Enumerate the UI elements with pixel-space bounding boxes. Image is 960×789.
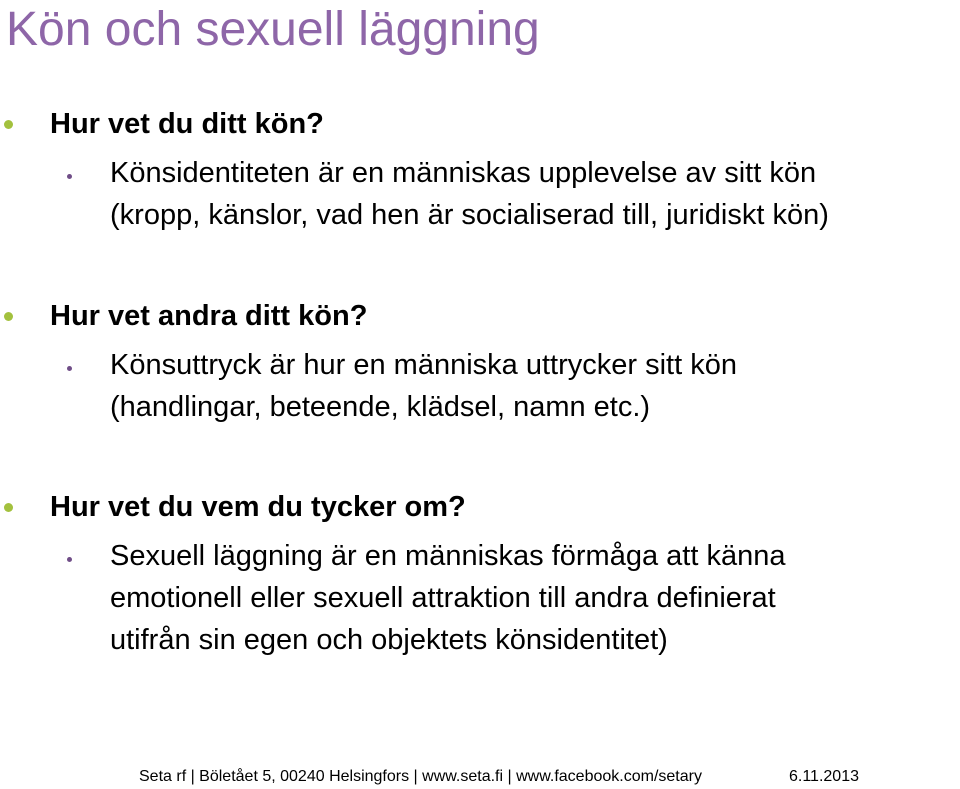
slide-title: Kön och sexuell läggning <box>6 3 540 56</box>
footer-date: 6.11.2013 <box>789 768 859 785</box>
bullet-dot-icon <box>4 312 13 321</box>
footer-text: Seta rf | Böletået 5, 00240 Helsingfors | www.seta.fi | www.facebook.com/setary <box>139 768 702 785</box>
body-line: emotionell eller sexuell attraktion till andra definierat <box>110 582 776 614</box>
body-line: (kropp, känslor, vad hen är socialiserad till, juridiskt kön) <box>110 199 829 231</box>
sub-bullet-dot-icon <box>67 557 72 562</box>
body-line: Könsuttryck är hur en människa uttrycker sitt kön <box>110 349 737 381</box>
section-heading: Hur vet du vem du tycker om? <box>50 491 466 523</box>
body-line: utifrån sin egen och objektets könsidentitet) <box>110 624 668 656</box>
body-line: Könsidentiteten är en människas upplevelse av sitt kön <box>110 157 817 189</box>
sub-bullet-dot-icon <box>67 366 72 371</box>
section-body <box>110 152 829 236</box>
section-body <box>110 344 737 428</box>
body-line: Sexuell läggning är en människas förmåga att känna <box>110 540 786 572</box>
sub-bullet-dot-icon <box>67 174 72 179</box>
section-body <box>110 535 785 661</box>
section-heading: Hur vet du ditt kön? <box>50 108 324 140</box>
bullet-dot-icon <box>4 120 13 129</box>
bullet-dot-icon <box>4 503 13 512</box>
section-heading: Hur vet andra ditt kön? <box>50 300 368 332</box>
body-line: (handlingar, beteende, klädsel, namn etc.) <box>110 391 651 423</box>
